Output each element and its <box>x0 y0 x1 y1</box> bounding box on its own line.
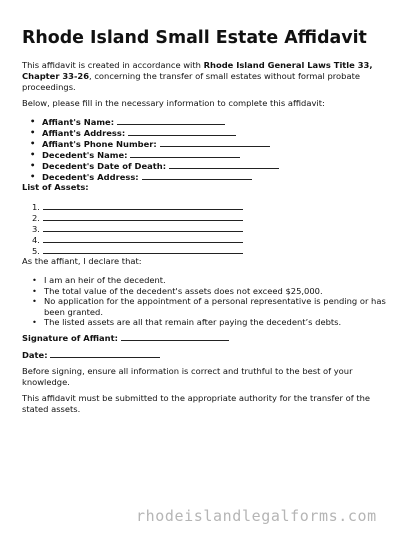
declaration-item: • No application for the appointment of a personal representative is pending or has been granted. <box>32 296 386 317</box>
field-decedent-name <box>30 149 400 160</box>
field-label: Affiant's Name: <box>42 117 115 127</box>
affiant-phone-blank[interactable] <box>160 138 270 147</box>
field-label: Affiant's Address: <box>42 128 126 138</box>
declaration-item: • The total value of the decedent's assets does not exceed $25,000. <box>32 286 386 297</box>
signature-label: Signature of Affiant: <box>22 333 118 343</box>
asset-line <box>32 234 408 245</box>
asset-3-blank[interactable] <box>43 223 243 232</box>
asset-line <box>32 212 408 223</box>
field-decedent-address <box>30 171 400 182</box>
date-blank[interactable] <box>50 349 160 358</box>
field-label: Decedent's Name: <box>42 150 128 160</box>
signature-line <box>22 332 229 343</box>
field-label: Decedent's Address: <box>42 172 139 182</box>
intro-text-after: , concerning the transfer of small estates without formal probate proceedings. <box>22 70 360 92</box>
asset-5-blank[interactable] <box>43 245 243 254</box>
field-label: Decedent's Date of Death: <box>42 161 167 171</box>
info-field-list <box>30 116 400 182</box>
signature-blank[interactable] <box>121 332 229 341</box>
asset-line <box>32 223 408 234</box>
asset-1-blank[interactable] <box>43 201 243 210</box>
declaration-list <box>32 275 386 328</box>
field-affiant-name <box>30 116 400 127</box>
declaration-intro: As the affiant, I declare that: <box>22 256 142 266</box>
intro-law-reference: Rhode Island General Laws Title 33, Chapter 33-26 <box>22 60 373 81</box>
asset-number: 4. <box>32 235 40 245</box>
asset-4-blank[interactable] <box>43 234 243 243</box>
assets-list <box>32 201 408 256</box>
decedent-name-blank[interactable] <box>130 149 240 158</box>
field-label: Affiant's Phone Number: <box>42 139 157 149</box>
declaration-item: • I am an heir of the decedent. <box>32 275 386 286</box>
affiant-name-blank[interactable] <box>117 116 225 125</box>
affiant-address-blank[interactable] <box>128 127 236 136</box>
asset-line <box>32 201 408 212</box>
asset-number: 2. <box>32 213 40 223</box>
date-line <box>22 349 160 360</box>
asset-number: 1. <box>32 202 40 212</box>
assets-heading: List of Assets: <box>22 182 89 192</box>
field-decedent-death-date <box>30 160 400 171</box>
asset-number: 3. <box>32 224 40 234</box>
site-watermark: rhodeislandlegalforms.com <box>136 507 377 525</box>
instruction-text: Below, please fill in the necessary information to complete this affidavit: <box>22 98 325 108</box>
asset-number: 5. <box>32 246 40 256</box>
document-title: Rhode Island Small Estate Affidavit <box>22 28 367 48</box>
verification-note: Before signing, ensure all information is correct and truthful to the best of your knowledge. <box>22 366 353 387</box>
asset-2-blank[interactable] <box>43 212 243 221</box>
date-label: Date: <box>22 350 48 360</box>
intro-text-before: This affidavit is created in accordance with <box>22 60 204 70</box>
field-affiant-address <box>30 127 400 138</box>
asset-line <box>32 245 408 256</box>
intro-paragraph <box>22 60 398 92</box>
field-affiant-phone <box>30 138 400 149</box>
declaration-item: • The listed assets are all that remain after paying the decedent’s debts. <box>32 317 386 328</box>
decedent-address-blank[interactable] <box>142 171 252 180</box>
submission-note: This affidavit must be submitted to the appropriate authority for the transfer of the stated assets. <box>22 393 371 414</box>
decedent-death-date-blank[interactable] <box>169 160 279 169</box>
